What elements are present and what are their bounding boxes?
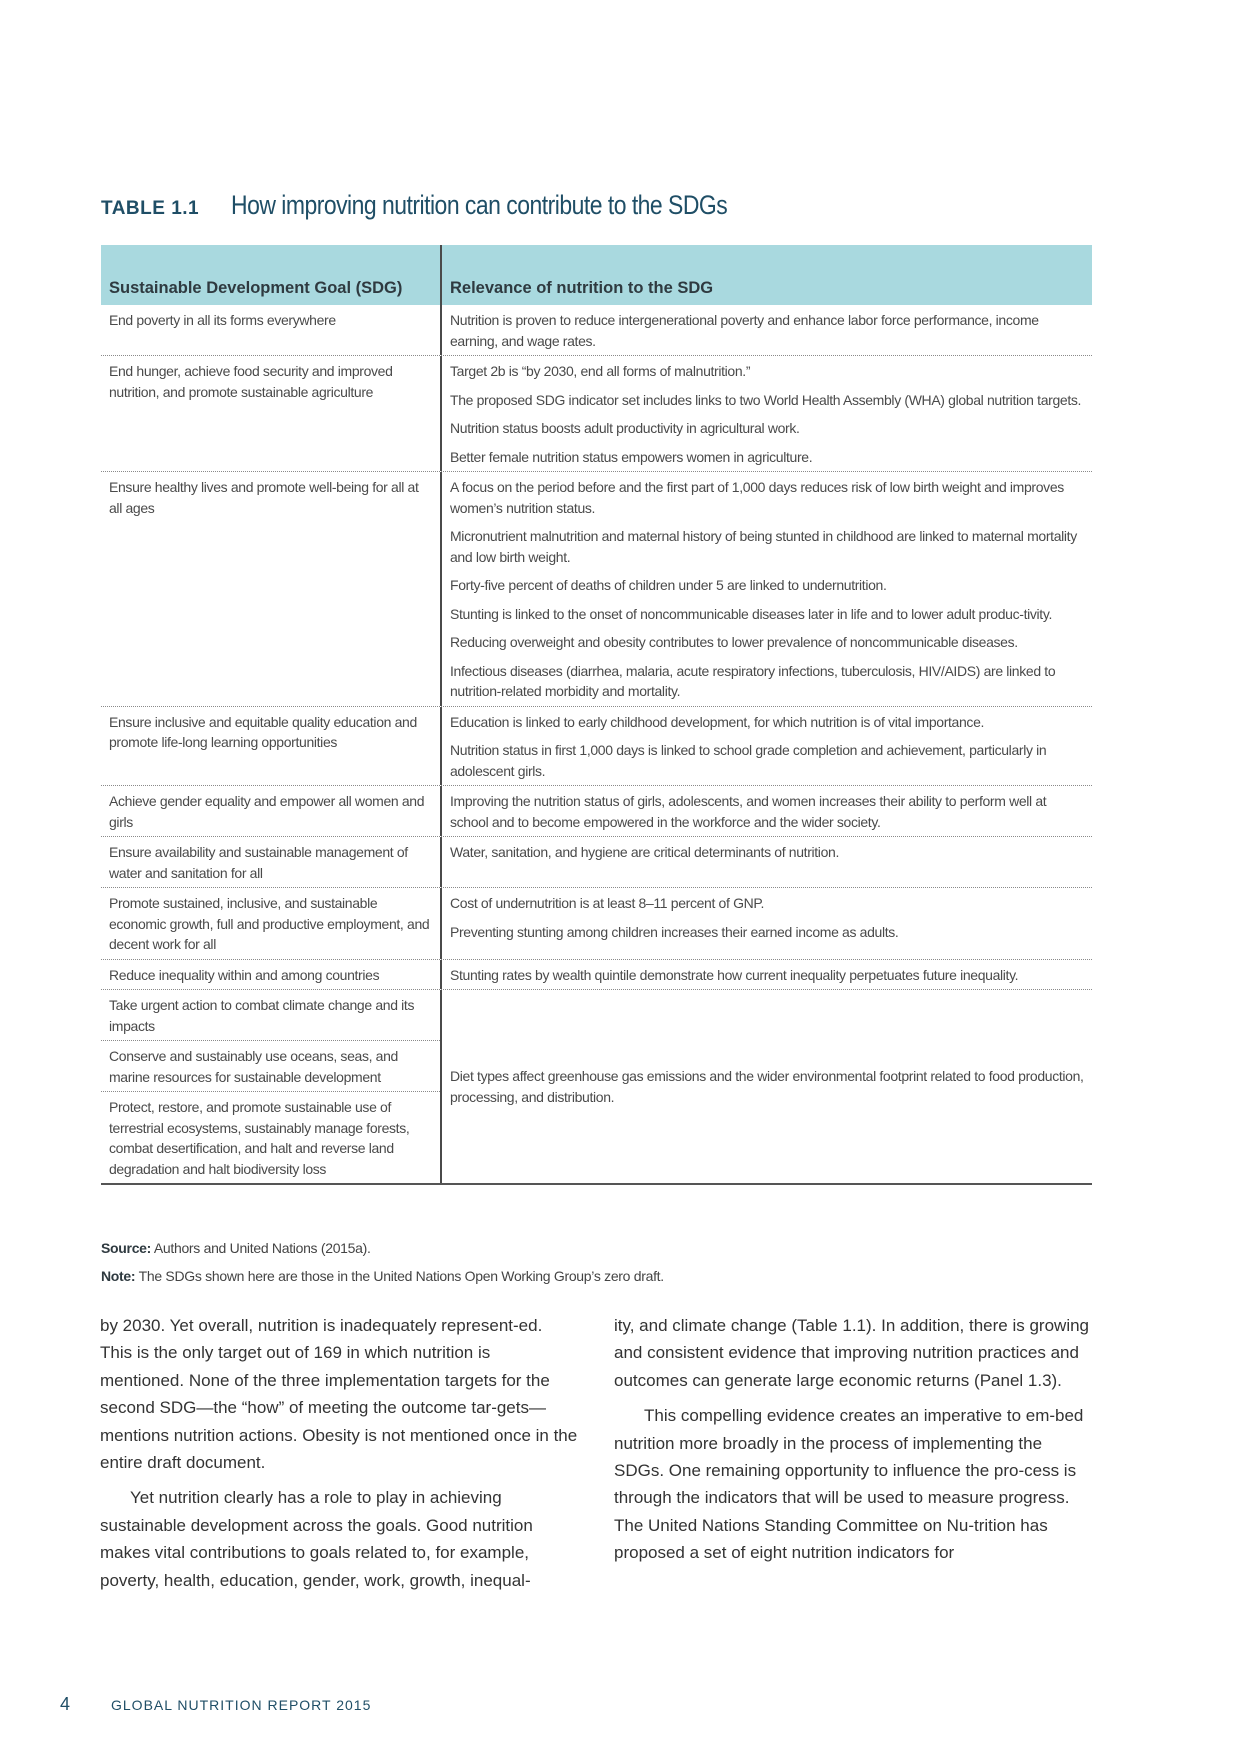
source-text: Authors and United Nations (2015a).	[151, 1240, 371, 1256]
goal-cell: Achieve gender equality and empower all women and girls	[101, 786, 442, 836]
merged-row-group	[101, 990, 1092, 1183]
relevance-text: Target 2b is “by 2030, end all forms of malnutrition.”	[450, 363, 751, 379]
publication-title: GLOBAL NUTRITION REPORT 2015	[111, 1697, 372, 1713]
relevance-text: Cost of undernutrition is at least 8–11 percent of GNP.	[450, 895, 765, 911]
table-title: How improving nutrition can contribute to the SDGs	[231, 190, 728, 220]
goal-cell: Promote sustained, inclusive, and sustainable economic growth, full and productive employment, and decent work for all	[101, 888, 442, 959]
relevance-text: Water, sanitation, and hygiene are critical determinants of nutrition.	[450, 844, 839, 860]
relevance-text: Nutrition status in first 1,000 days is linked to school grade completion and achievement, particularly in adolescent girls.	[450, 742, 1047, 779]
source-label: Source:	[101, 1240, 152, 1256]
table-heading	[101, 190, 815, 221]
table-row	[101, 472, 1092, 707]
table-label: TABLE 1.1	[101, 198, 200, 219]
table-header-row	[101, 245, 1092, 305]
relevance-text: A focus on the period before and the first part of 1,000 days reduces risk of low birth weight and improves women’s nutrition status.	[450, 479, 1064, 516]
table-row	[101, 305, 1092, 356]
relevance-text: Better female nutrition status empowers women in agriculture.	[450, 448, 813, 465]
goal-cell: Conserve and sustainably use oceans, seas, and marine resources for sustainable development	[101, 1041, 440, 1092]
relevance-text: Improving the nutrition status of girls, adolescents, and women increases their ability to perform well at school and to become empowered in the workforce and the wider society.	[450, 793, 1047, 830]
body-column-left	[100, 1312, 578, 1602]
page-number: 4	[60, 1694, 71, 1714]
table-note	[101, 1268, 664, 1284]
note-label: Note:	[101, 1268, 136, 1284]
relevance-text: Education is linked to early childhood development, for which nutrition is of vital importance.	[450, 713, 985, 730]
goal-cell: Ensure healthy lives and promote well-being for all at all ages	[101, 472, 442, 706]
body-column-right	[614, 1312, 1092, 1575]
relevance-cell	[442, 888, 1092, 959]
relevance-cell	[442, 356, 1092, 471]
goal-cell: Ensure inclusive and equitable quality education and promote life-long learning opportunities	[101, 707, 442, 786]
merged-goals	[101, 990, 442, 1183]
goal-cell: Reduce inequality within and among countries	[101, 960, 442, 990]
table-body	[101, 305, 1092, 1185]
relevance-cell	[442, 707, 1092, 786]
table-source	[101, 1240, 371, 1256]
relevance-text: Infectious diseases (diarrhea, malaria, acute respiratory infections, tuberculosis, HIV/AIDS) are linked to nutrition-related morbidity and mortality.	[450, 662, 1056, 699]
merged-relevance-cell: Diet types affect greenhouse gas emissions and the wider environmental footprint related to food production, processing, and distribution.	[450, 1068, 1084, 1105]
sdg-table	[101, 245, 1092, 1185]
goal-cell: Ensure availability and sustainable management of water and sanitation for all	[101, 837, 442, 887]
goal-cell: End hunger, achieve food security and improved nutrition, and promote sustainable agriculture	[101, 356, 442, 471]
body-paragraph: ity, and climate change (Table 1.1). In addition, there is growing and consistent evidence that improving nutrition practices and outcomes can generate large economic returns (Panel 1.3).	[614, 1316, 1090, 1390]
table-row	[101, 707, 1092, 787]
body-paragraph: This compelling evidence creates an imperative to em-bed nutrition more broadly in the process of implementing the SDGs. One remaining opportunity to influence the pro-cess is through the indicators that will be used to measure progress. The United Nations Standing Committee on Nu-trition has proposed a set of eight nutrition indicators for	[614, 1406, 1084, 1563]
relevance-cell	[442, 960, 1092, 990]
table-row	[101, 837, 1092, 888]
relevance-cell	[442, 786, 1092, 836]
note-text: The SDGs shown here are those in the United Nations Open Working Group’s zero draft.	[135, 1268, 664, 1284]
relevance-text: Stunting rates by wealth quintile demonstrate how current inequality perpetuates future inequality.	[450, 966, 1019, 983]
relevance-text: Micronutrient malnutrition and maternal history of being stunted in childhood are linked to maternal mortality and low birth weight.	[450, 528, 1077, 565]
table-row	[101, 356, 1092, 472]
body-paragraph: by 2030. Yet overall, nutrition is inadequately represent-ed. This is the only target out of 169 in which nutrition is mentioned. None of the three implementation targets for the second SDG—the “how” of meeting the outcome tar-gets—mentions nutrition actions. Obesity is not mentioned once in the entire draft document.	[100, 1316, 578, 1473]
relevance-cell	[442, 305, 1092, 355]
relevance-text: Nutrition is proven to reduce intergenerational poverty and enhance labor force performance, income earning, and wage rates.	[450, 312, 1039, 349]
relevance-text: Forty-five percent of deaths of children under 5 are linked to undernutrition.	[450, 577, 887, 593]
relevance-text: Preventing stunting among children increases their earned income as adults.	[450, 923, 899, 940]
relevance-text: The proposed SDG indicator set includes links to two World Health Assembly (WHA) global nutrition targets.	[450, 391, 1082, 408]
table-row	[101, 960, 1092, 991]
goal-cell: Protect, restore, and promote sustainable use of terrestrial ecosystems, sustainably manage forests, combat desertification, and halt and reverse land degradation and halt biodiversity loss	[109, 1099, 410, 1177]
goal-cell: Take urgent action to combat climate change and its impacts	[101, 990, 440, 1041]
relevance-text: Reducing overweight and obesity contributes to lower prevalence of noncommunicable diseases.	[450, 634, 1018, 650]
relevance-text: Stunting is linked to the onset of noncommunicable diseases later in life and to lower adult produc-tivity.	[450, 605, 1052, 622]
relevance-cell	[442, 472, 1092, 706]
table-row	[101, 888, 1092, 960]
relevance-cell	[442, 837, 1092, 887]
body-paragraph: Yet nutrition clearly has a role to play in achieving sustainable development across the goals. Good nutrition makes vital contributions to goals related to, for example, poverty, health, education, gender, work, growth, inequal-	[100, 1488, 533, 1590]
table-row	[101, 786, 1092, 837]
header-goal: Sustainable Development Goal (SDG)	[101, 245, 442, 305]
relevance-text: Nutrition status boosts adult productivity in agricultural work.	[450, 420, 800, 436]
header-relevance: Relevance of nutrition to the SDG	[450, 279, 714, 297]
goal-cell: End poverty in all its forms everywhere	[101, 305, 442, 355]
